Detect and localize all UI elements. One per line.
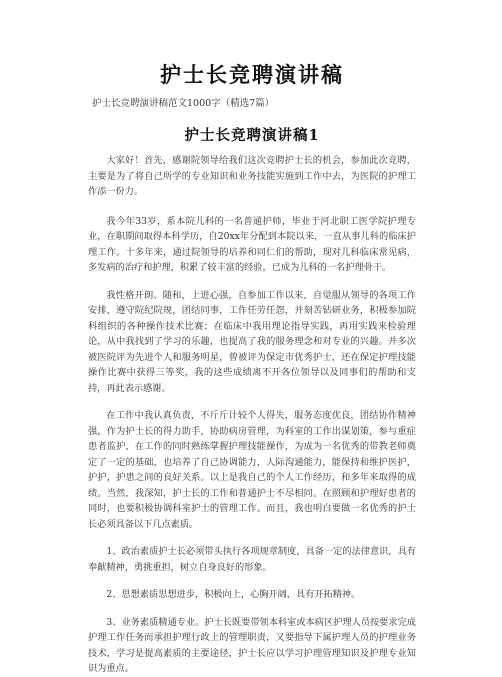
paragraph-personality: 我性格开朗、随和，上进心强，自参加工作以来，自觉服从领导的各项工作安排，遵守院纪院规，团结同事，工作任劳任怨，并刻苦钻研业务，积极参加院科组织的各种操作技术比赛；在临床中我用理论指导实践，再用实践来检验理论，从中我找到了学习的乐趣，也提高了我的服务理念和对专业的兴趣。并多次被医院评为先进个人和服务明星，曾被评为保定市优秀护士，还在保定护理技能操作比赛中获得三等奖，我的这些成绩离不开各位领导以及同事们的帮助和支持，再此表示感谢。 — [88, 289, 416, 394]
document-subtitle: 护士长竞聘演讲稿范文1000字（精选7篇） — [92, 98, 275, 109]
paragraph-political-quality: 1、政治素质护士长必须带头执行各项规章制度，具备一定的法律意识，具有奉献精神，勇挑重担，树立自身良好的形象。 — [88, 546, 416, 573]
paragraph-background: 我今年33岁，系本院儿科的一名普通护师，毕业于河北职工医学院护理专业，在职期间取得本科学历，自20xx年分配到本院以来，一直从事儿科的临床护理工作。十多年来，通过院领导的培养和同仁们的帮助，现对儿科临床常见病，多发病的治疗和护理，积累了较丰富的经验，已成为儿科的一名护理骨干。 — [88, 215, 416, 273]
paragraph-greeting: 大家好！首先，感谢院领导给我们这次竞聘护士长的机会，参加此次竞聘，主要是为了将自己所学的专业知识和业务技能实施到工作中去，为医院的护理工作添一份力。 — [88, 155, 416, 197]
document-title: 护士长竞聘演讲稿 — [160, 62, 344, 87]
paragraph-ideological-quality: 2、思想素质思想进步，积极向上，心胸开阔，具有开拓精神。 — [106, 589, 361, 600]
paragraph-professional-quality: 3、业务素质精通专业。护士长既要带领本科室或本病区护理人员按要求完成护理工作任务而承担护理行政上的管理职责，又要指导下属护理人员的护理业务技术，学习是提高素质的主要途径，护士长应以学习护理管理知识及护理专业知识为重点。 — [88, 616, 416, 674]
paragraph-work-attitude: 在工作中我认真负责，不斤斤计较个人得失，服务态度优良，团结协作精神强，作为护士长的得力助手，协助病房管理，为科室的工作出谋划策，参与重症患者监护，在工作的同时熟练掌握护理技能操作，为成为一名优秀的带教老师奠定了一定的基础，也培养了自己协调能力，人际沟通能力，能保持和维护医护，护护，护患之间的良好关系。以上是我自己的个人工作经历，和多年来取得的成绩。当然，我深知，护士长的工作和普通护士不尽相同。在照顾和护理好患者的同时，也要积极协调科室护士的管理工作。而且，我也明白要做一名优秀的护士长必须具备以下几点素质。 — [88, 410, 416, 530]
section-title: 护士长竞聘演讲稿1 — [184, 127, 320, 144]
body-text — [88, 153, 416, 677]
